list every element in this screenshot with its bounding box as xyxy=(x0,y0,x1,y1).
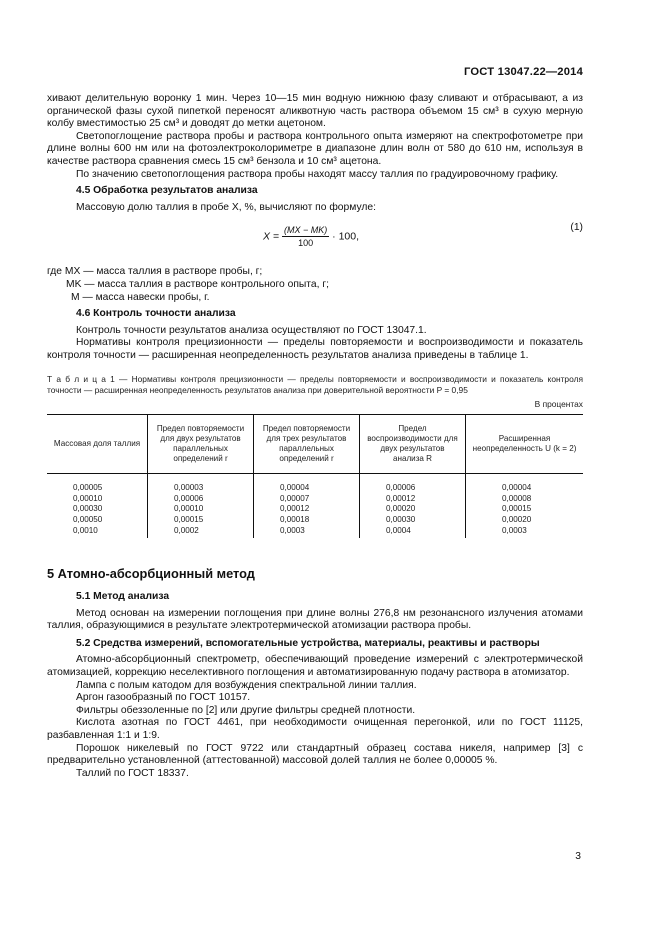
table-cell xyxy=(254,473,360,538)
formula-numerator: (MX − MK) xyxy=(283,225,328,236)
cell-value: 0,0002 xyxy=(174,525,199,535)
formula-fraction xyxy=(282,224,329,249)
formula-lhs: X = xyxy=(263,230,280,243)
table-unit: В процентах xyxy=(534,399,583,410)
header-uncertainty: Расширенная неопределенность U (k = 2) xyxy=(466,414,584,473)
paragraph-absorbance: Светопоглощение раствора пробы и раствора контрольного опыта измеряют на спектрофотометре при длине волны 600 нм или на фотоэлектроколориметре в диапазоне длин волн от 580 до 610 нм, используя в качестве раствора сравнения смесь 15 см³ бензола и 10 см³ ацетона. xyxy=(47,130,583,167)
paragraph-control: Контроль точности результатов анализа осуществляют по ГОСТ 13047.1. xyxy=(76,324,427,336)
cell-value: 0,00004 xyxy=(502,482,532,492)
cell-value: 0,0010 xyxy=(73,525,98,535)
cell-value: 0,00030 xyxy=(73,504,103,514)
cell-value: 0,00008 xyxy=(502,493,532,503)
cell-value: 0,00010 xyxy=(174,504,204,514)
cell-value: 0,00003 xyxy=(174,482,204,492)
list-item-nickel-powder: Порошок никелевый по ГОСТ 9722 или стандартный образец состава никеля, например [3] с предварительно установленной (аттестованной) массовой долей таллия не более 0,00005 %. xyxy=(47,742,583,767)
document-code: ГОСТ 13047.22—2014 xyxy=(464,66,583,78)
formula-denominator: 100 xyxy=(298,238,314,249)
cell-value: 0,0003 xyxy=(280,525,305,535)
cell-value: 0,00004 xyxy=(280,482,310,492)
cell-value: 0,00010 xyxy=(73,493,103,503)
cell-value: 0,00006 xyxy=(386,482,416,492)
cell-value: 0,00018 xyxy=(280,515,310,525)
formula-block xyxy=(47,220,583,260)
cell-value: 0,00020 xyxy=(502,515,532,525)
header-repeatability-two: Предел повторяемости для двух результатов параллельных определений r xyxy=(148,414,254,473)
list-item-thallium: Таллий по ГОСТ 18337. xyxy=(76,767,189,779)
list-item-spectrometer: Атомно-абсорбционный спектрометр, обеспечивающий проведение измерений с электротермической атомизацией, коррекцию неселективного поглощения и автоматизированную подачу раствора в атомизатор. xyxy=(47,654,583,678)
legend-line-mk: MK — масса таллия в растворе контрольного опыта, г; xyxy=(66,278,329,290)
cell-value: 0,0003 xyxy=(502,525,527,535)
list-item-lamp: Лампа с полым катодом для возбуждения спектральной линии таллия. xyxy=(76,679,417,691)
paragraph-method-basis: Метод основан на измерении поглощения при длине волны 276,8 нм резонансного излучения атомами таллия, образующимися в результате электротермической атомизации раствора пробы. xyxy=(47,607,583,632)
formula-rhs: · 100, xyxy=(332,230,360,243)
heading-4-5: 4.5 Обработка результатов анализа xyxy=(76,185,258,197)
legend-line-mx: где MX — масса таллия в растворе пробы, г; xyxy=(47,266,263,278)
heading-5-1: 5.1 Метод анализа xyxy=(76,591,170,603)
cell-value: 0,00006 xyxy=(174,493,204,503)
cell-value: 0,00015 xyxy=(502,504,532,514)
heading-4-6: 4.6 Контроль точности анализа xyxy=(76,308,236,320)
header-mass-fraction: Массовая доля таллия xyxy=(47,414,148,473)
cell-value: 0,00020 xyxy=(386,504,416,514)
table-cell xyxy=(466,473,584,538)
list-item-filters: Фильтры обеззоленные по [2] или другие фильтры средней плотности. xyxy=(76,704,416,716)
page-content xyxy=(47,93,583,780)
formula-expression xyxy=(263,224,359,249)
cell-value: 0,00015 xyxy=(174,515,204,525)
paragraph-continuation: хивают делительную воронку 1 мин. Через 10—15 мин водную нижнюю фазу сливают и отбрасывают, а из органической фазы сухой пипеткой переносят аликвотную часть раствора объемом 15 см³ в сухую мерную колбу вместимостью 25 см³ и доводят до метки ацетоном. xyxy=(47,93,583,130)
paragraph-formula-intro: Массовую долю таллия в пробе X, %, вычисляют по формуле: xyxy=(76,201,376,213)
cell-value: 0,00005 xyxy=(73,482,103,492)
table-cell xyxy=(47,473,148,538)
paragraph-calibration: По значению светопоглощения раствора пробы находят массу таллия по градуировочному графику. xyxy=(76,168,559,180)
header-reproducibility: Предел воспроизводимости для двух результатов анализа R xyxy=(360,414,466,473)
paragraph-norms: Нормативы контроля прецизионности — пределы повторяемости и воспроизводимости и показатель контроля точности — расширенная неопределенность результатов анализа приведены в таблице 1. xyxy=(47,337,583,361)
legend-line-m: M — масса навески пробы, г. xyxy=(71,291,210,303)
formula-legend xyxy=(47,266,583,304)
cell-value: 0,00050 xyxy=(73,515,103,525)
table-cell xyxy=(148,473,254,538)
page-number: 3 xyxy=(575,851,581,862)
heading-5-2: 5.2 Средства измерений, вспомогательные устройства, материалы, реактивы и растворы xyxy=(76,637,540,649)
cell-value: 0,00012 xyxy=(280,504,310,514)
list-item-argon: Аргон газообразный по ГОСТ 10157. xyxy=(76,692,251,704)
heading-section-5: 5 Атомно-абсорбционный метод xyxy=(47,566,255,582)
cell-value: 0,00012 xyxy=(386,493,416,503)
table-cell xyxy=(360,473,466,538)
table-row xyxy=(47,473,583,538)
cell-value: 0,00007 xyxy=(280,493,310,503)
header-repeatability-three: Предел повторяемости для трех результатов параллельных определений r xyxy=(254,414,360,473)
precision-table xyxy=(47,414,583,539)
table-header-row xyxy=(47,414,583,473)
cell-value: 0,0004 xyxy=(386,525,411,535)
list-item-nitric-acid: Кислота азотная по ГОСТ 4461, при необходимости очищенная перегонкой, или по ГОСТ 11125, разбавленная 1:1 и 1:9. xyxy=(47,717,583,741)
cell-value: 0,00030 xyxy=(386,515,416,525)
formula-number: (1) xyxy=(570,222,583,234)
table-caption: Т а б л и ц а 1 — Нормативы контроля прецизионности — пределы повторяемости и воспроизводимости и показатель контроля точности — расширенная неопределенность результатов анализа при доверительной вероятности P = 0,95 xyxy=(47,373,583,395)
